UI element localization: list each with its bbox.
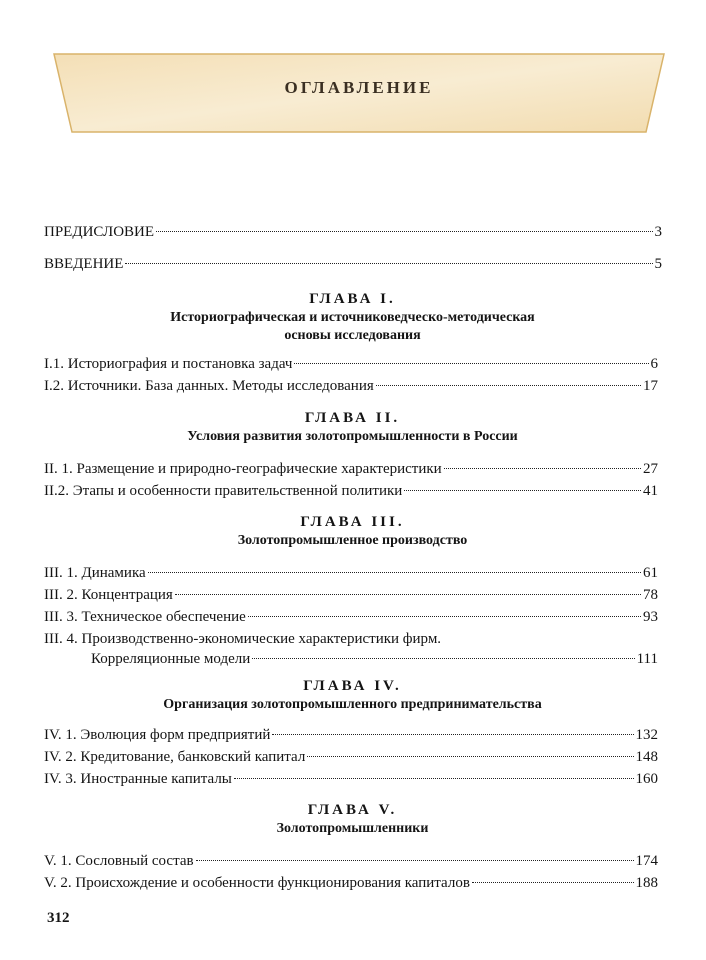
dot-leader (294, 363, 648, 364)
dot-leader (376, 385, 641, 386)
chapter-heading-2 (40, 408, 665, 446)
toc-entry[interactable] (44, 563, 658, 583)
entry-page: 17 (643, 378, 658, 394)
chapter-heading-4 (40, 676, 665, 714)
dot-leader (175, 594, 641, 595)
toc-entry[interactable] (44, 585, 658, 605)
entry-title: III. 1. Динамика (44, 565, 146, 581)
toc-entry-continuation[interactable] (91, 649, 658, 669)
entry-title: III. 3. Техническое обеспечение (44, 609, 246, 625)
chapter-subtitle: Золотопромышленное производство (237, 533, 468, 548)
entry-title-continued: Корреляционные модели (91, 651, 251, 667)
chapter-label: ГЛАВА IV. (303, 678, 402, 694)
dot-leader (404, 490, 641, 491)
page-number: 312 (47, 910, 70, 926)
toc-entry[interactable] (44, 459, 658, 479)
dot-leader (248, 616, 641, 617)
entry-page: 78 (643, 587, 658, 603)
toc-entry[interactable] (44, 769, 658, 789)
dot-leader (307, 756, 633, 757)
dot-leader (234, 778, 634, 779)
chapter-subtitle: Золотопромышленники (276, 821, 429, 836)
entry-title: IV. 2. Кредитование, банковский капитал (44, 749, 306, 765)
entry-title: IV. 3. Иностранные капиталы (44, 771, 232, 787)
dot-leader (272, 734, 633, 735)
entry-page: 6 (650, 356, 658, 372)
dot-leader (252, 658, 634, 659)
toc-entry-preface[interactable] (44, 222, 662, 242)
toc-entry-introduction[interactable] (44, 254, 662, 274)
entry-page: 27 (643, 461, 658, 477)
entry-title: II.2. Этапы и особенности правительственной политики (44, 483, 403, 499)
chapter-heading-3 (40, 512, 665, 550)
toc-entry[interactable] (44, 747, 658, 767)
chapter-subtitle: основы исследования (284, 328, 421, 343)
dot-leader (148, 572, 641, 573)
entry-title: I.2. Источники. База данных. Методы исследования (44, 378, 374, 394)
chapter-subtitle: Историографическая и источниковедческо-методическая (170, 310, 535, 325)
entry-title: ВВЕДЕНИЕ (44, 256, 124, 272)
toc-entry[interactable] (44, 607, 658, 627)
chapter-subtitle: Организация золотопромышленного предпринимательства (163, 697, 542, 712)
entry-page: 3 (654, 224, 662, 240)
entry-title: II. 1. Размещение и природно-географические характеристики (44, 461, 442, 477)
dot-leader (196, 860, 634, 861)
entry-title: IV. 1. Эволюция форм предприятий (44, 727, 271, 743)
toc-entry[interactable] (44, 481, 658, 501)
chapter-label: ГЛАВА V. (307, 802, 398, 818)
toc-entry-first-line[interactable] (44, 629, 658, 649)
dot-leader (444, 468, 641, 469)
entry-title: V. 2. Происхождение и особенности функционирования капиталов (44, 875, 470, 891)
entry-page: 111 (636, 651, 658, 667)
chapter-heading-1 (40, 289, 665, 345)
chapter-heading-5 (40, 800, 665, 838)
entry-page: 41 (643, 483, 658, 499)
entry-title: III. 4. Производственно-экономические характеристики фирм. (44, 631, 442, 647)
toc-entry[interactable] (44, 376, 658, 396)
toc-entry[interactable] (44, 725, 658, 745)
dot-leader (156, 231, 652, 232)
entry-page: 174 (635, 853, 658, 869)
page-title: ОГЛАВЛЕНИЕ (284, 78, 434, 97)
entry-title: ПРЕДИСЛОВИЕ (44, 224, 155, 240)
entry-page: 132 (635, 727, 658, 743)
entry-title: V. 1. Сословный состав (44, 853, 194, 869)
entry-page: 160 (635, 771, 658, 787)
entry-page: 188 (635, 875, 658, 891)
dot-leader (125, 263, 652, 264)
chapter-label: ГЛАВА II. (304, 410, 401, 426)
entry-page: 5 (654, 256, 662, 272)
entry-title: I.1. Историография и постановка задач (44, 356, 293, 372)
dot-leader (472, 882, 634, 883)
entry-page: 93 (643, 609, 658, 625)
toc-entry[interactable] (44, 851, 658, 871)
chapter-label: ГЛАВА III. (300, 514, 405, 530)
toc-entry[interactable] (44, 354, 658, 374)
chapter-label: ГЛАВА I. (309, 291, 396, 307)
chapter-subtitle: Условия развития золотопромышленности в России (187, 429, 518, 444)
entry-title: III. 2. Концентрация (44, 587, 173, 603)
toc-entry[interactable] (44, 873, 658, 893)
entry-page: 148 (635, 749, 658, 765)
entry-page: 61 (643, 565, 658, 581)
